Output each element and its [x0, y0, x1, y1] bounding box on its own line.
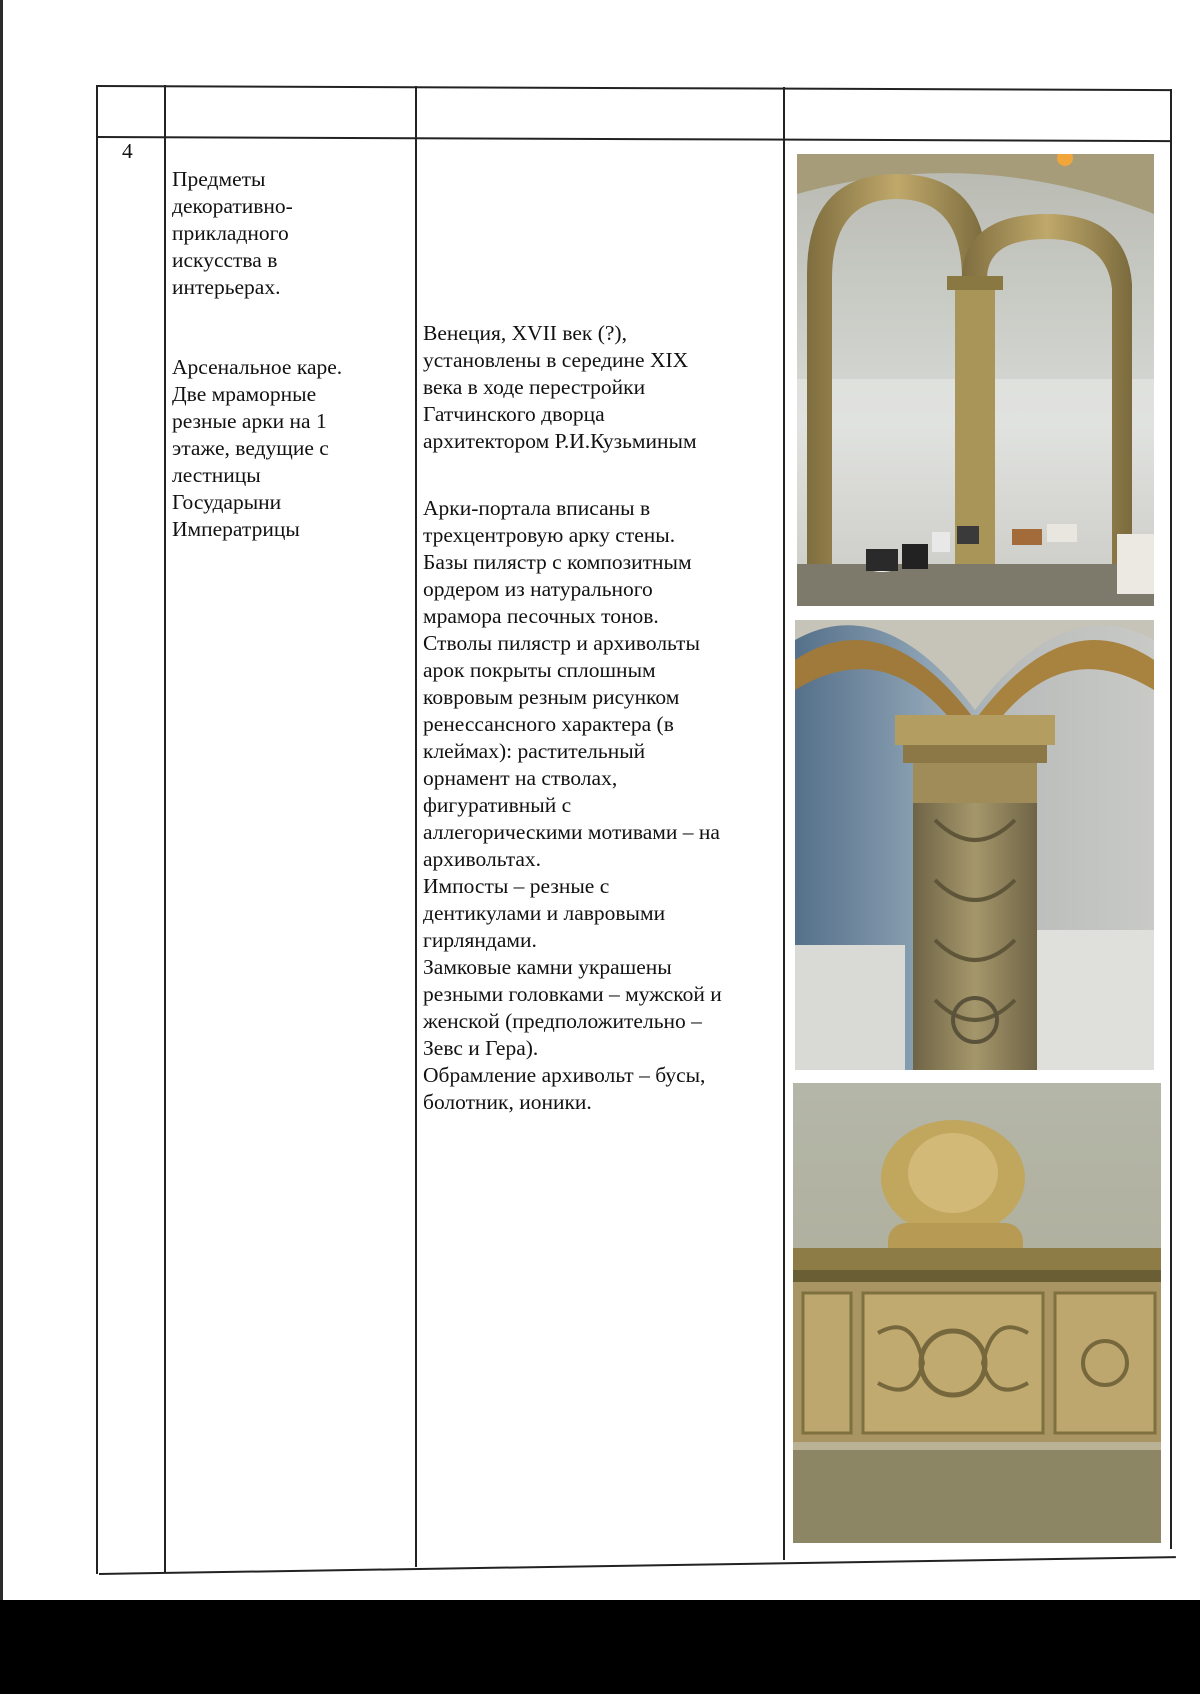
scan-bottom-band — [0, 1600, 1200, 1694]
details-description: Арки-портала вписаны в трехцентровую арку стены. Базы пилястр с композитным ордером из натурального мрамора песочных тонов. Стволы пилястр и архивольты арок покрыты сплошным ковровым резным рисунком ренессансного характера (в клеймах): растительный орнамент на стволах, фигуративный с аллегорическими мотивами – на архивольтах. Импосты – резные с дентикулами и лавровыми гирляндами. Замковые камни украшены резными головками – мужской и женской (предположительно – Зевс и Гера). Обрамление архивольт – бусы, болотник, ионики. — [423, 496, 722, 1114]
category-description: Арсенальное каре. Две мраморные резные арки на 1 этаже, ведущие с лестницы Государыни Императрицы — [172, 355, 343, 541]
category-cell — [172, 139, 412, 583]
photo-pilaster — [795, 620, 1154, 1070]
origin-text: Венеция, XVII век (?), установлены в середине XIX века в ходе перестройки Гатчинского дворца архитектором Р.И.Кузьминым — [423, 321, 697, 453]
details-cell — [423, 293, 778, 1156]
row-number: 4 — [122, 139, 133, 163]
photo-arches — [797, 154, 1154, 606]
photo-keystone — [793, 1083, 1161, 1543]
category-heading: Предметы декоративно- прикладного искусства в интерьерах. — [172, 167, 293, 299]
scan-edge-left — [0, 0, 3, 1600]
